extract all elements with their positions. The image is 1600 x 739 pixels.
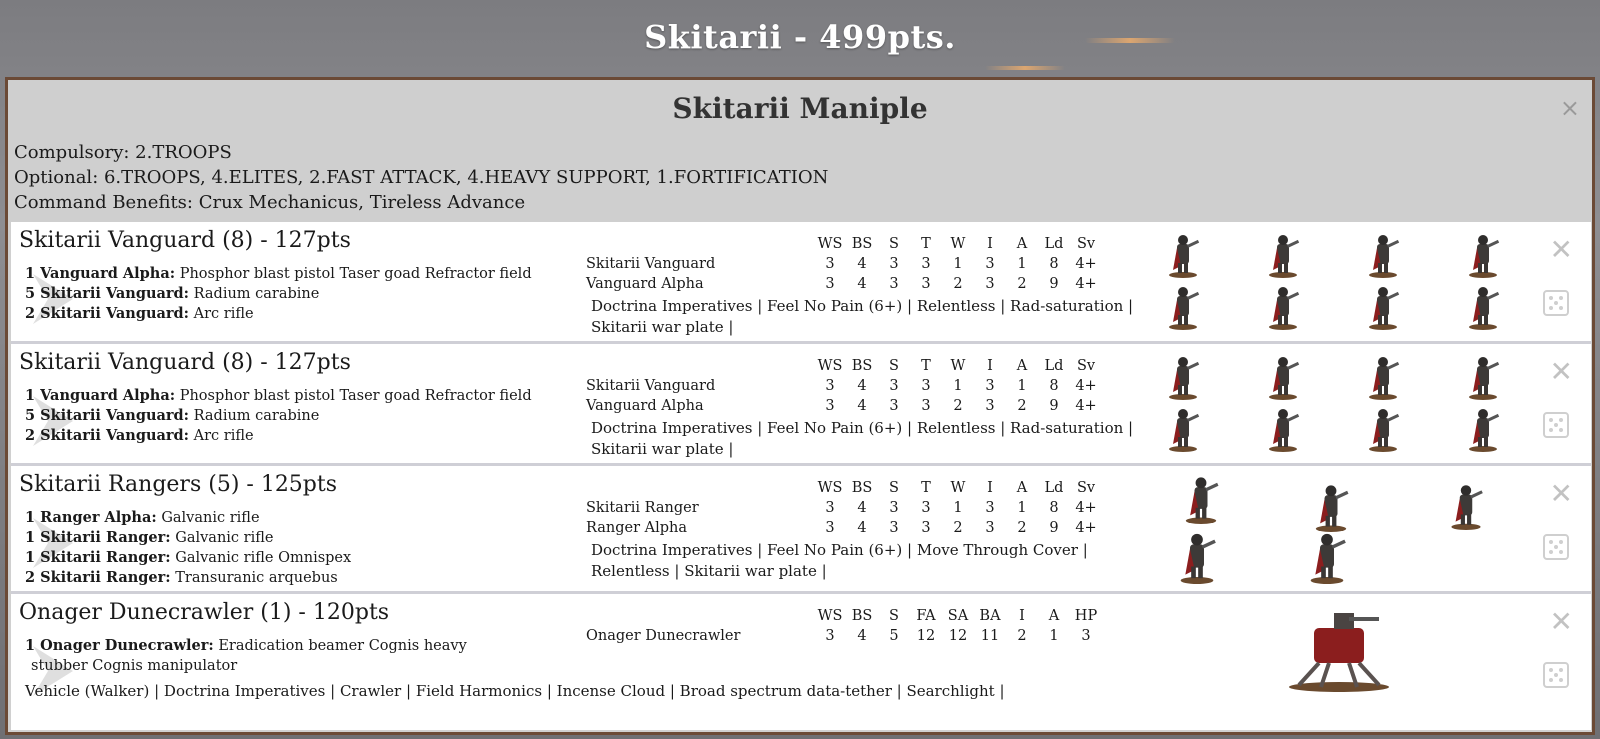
stat-value: 3 (825, 500, 835, 516)
stat-header: I (987, 480, 993, 496)
loadout-line: 1 Vanguard Alpha: Phosphor blast pistol Taser goad Refractor field (25, 387, 532, 404)
stat-value: 4 (857, 520, 867, 536)
stat-value: 3 (985, 378, 995, 394)
stat-value: 3 (921, 398, 931, 414)
stat-header: Sv (1076, 480, 1096, 496)
loadout-line: 1 Vanguard Alpha: Phosphor blast pistol Taser goad Refractor field (25, 265, 532, 282)
loadout-line: 5 Skitarii Vanguard: Radium carabine (25, 407, 320, 424)
close-icon[interactable]: ✕ (1549, 233, 1573, 266)
stat-header: BS (851, 236, 873, 252)
close-icon[interactable]: × (1559, 94, 1580, 122)
stat-value: 9 (1049, 520, 1059, 536)
stat-header: BS (851, 480, 873, 496)
loadout-line: 1 Skitarii Ranger: Galvanic rifle (25, 529, 274, 546)
profile-row (586, 518, 1102, 538)
profile-name: Vanguard Alpha (586, 276, 704, 292)
stat-value: 3 (889, 520, 899, 536)
profile-row (586, 254, 1102, 274)
background-streak (985, 66, 1065, 70)
unit-row[interactable] (11, 594, 1591, 730)
miniature-image (1465, 352, 1501, 400)
stat-header: BA (979, 608, 1001, 624)
stat-header: S (889, 608, 899, 624)
stat-header: Sv (1076, 236, 1096, 252)
stat-value: 12 (916, 628, 936, 644)
close-icon[interactable]: ✕ (1549, 355, 1573, 388)
unit-name[interactable]: Onager Dunecrawler (1) - 120pts (19, 600, 390, 625)
stat-header: I (1019, 608, 1025, 624)
stat-value: 3 (985, 398, 995, 414)
stat-header: S (889, 358, 899, 374)
stat-value: 2 (953, 276, 963, 292)
loadout-line: 2 Skitarii Vanguard: Arc rifle (25, 305, 254, 322)
close-icon[interactable]: ✕ (1549, 477, 1573, 510)
unit-loadout (25, 508, 351, 588)
profile-name: Ranger Alpha (586, 520, 688, 536)
stat-header: Ld (1044, 358, 1064, 374)
profile-name: Onager Dunecrawler (586, 628, 741, 644)
compulsory-line: Compulsory: 2.TROOPS (14, 142, 232, 163)
stat-value: 3 (985, 256, 995, 272)
unit-name[interactable]: Skitarii Rangers (5) - 125pts (19, 472, 338, 497)
dice-icon[interactable] (1543, 662, 1569, 688)
miniature-image (1165, 282, 1201, 330)
stat-value: 8 (1049, 256, 1059, 272)
loadout-line: 1 Ranger Alpha: Galvanic rifle (25, 509, 260, 526)
close-icon[interactable]: ✕ (1549, 605, 1573, 638)
stat-value: 3 (825, 256, 835, 272)
stat-value: 1 (953, 378, 963, 394)
stat-value: 9 (1049, 398, 1059, 414)
stat-header: WS (817, 608, 843, 624)
stat-value: 3 (889, 398, 899, 414)
stat-value: 3 (921, 378, 931, 394)
stat-value: 3 (985, 276, 995, 292)
stat-value: 4+ (1075, 276, 1097, 292)
miniature-image (1265, 404, 1301, 452)
stat-value: 4 (857, 256, 867, 272)
dice-icon[interactable] (1543, 412, 1569, 438)
stat-header: T (921, 480, 931, 496)
stat-value: 4+ (1075, 520, 1097, 536)
stat-value: 3 (825, 520, 835, 536)
stat-value: 3 (889, 500, 899, 516)
profile-name: Vanguard Alpha (586, 398, 704, 414)
miniature-image (1465, 404, 1501, 452)
stat-header: BS (851, 358, 873, 374)
stat-header: T (921, 236, 931, 252)
stat-header: A (1048, 608, 1060, 624)
stat-header: WS (817, 358, 843, 374)
stat-value: 2 (953, 398, 963, 414)
stat-value: 4+ (1075, 256, 1097, 272)
miniature-image (1446, 480, 1486, 530)
stat-value: 4 (857, 628, 867, 644)
stat-value: 3 (921, 520, 931, 536)
stat-header: S (889, 480, 899, 496)
miniature-gallery (1161, 228, 1551, 338)
loadout-line: 1 Onager Dunecrawler: Eradication beamer Cognis heavy (25, 637, 467, 654)
miniature-image (1365, 282, 1401, 330)
command-benefits-line: Command Benefits: Crux Mechanicus, Tireless Advance (14, 192, 526, 213)
stat-header: I (987, 236, 993, 252)
stat-header-row (586, 478, 1102, 498)
stat-header: S (889, 236, 899, 252)
miniature-image (1365, 230, 1401, 278)
stat-header: A (1016, 480, 1028, 496)
loadout-line: 2 Skitarii Vanguard: Arc rifle (25, 427, 254, 444)
profile-row (586, 396, 1102, 416)
miniature-image (1165, 230, 1201, 278)
stat-value: 3 (889, 378, 899, 394)
stat-table (586, 478, 1102, 538)
stat-value: 3 (985, 520, 995, 536)
stat-value: 3 (985, 500, 995, 516)
stat-value: 3 (921, 256, 931, 272)
profile-row (586, 274, 1102, 294)
stat-header: A (1016, 358, 1028, 374)
stat-value: 3 (825, 276, 835, 292)
stat-header: FA (916, 608, 936, 624)
profile-row (586, 376, 1102, 396)
stat-table (586, 356, 1102, 416)
stat-header: WS (817, 480, 843, 496)
stat-header: Ld (1044, 236, 1064, 252)
stat-value: 3 (825, 628, 835, 644)
unit-row[interactable] (11, 466, 1591, 594)
stat-header: WS (817, 236, 843, 252)
unit-row[interactable] (11, 222, 1591, 344)
stat-value: 1 (1017, 378, 1027, 394)
unit-rules: Vehicle (Walker) | Doctrina Imperatives | Crawler | Field Harmonics | Incense Cloud | Broad spectrum data-tether | Searchlight | (25, 682, 1005, 700)
stat-header: W (950, 480, 966, 496)
stat-value: 12 (948, 628, 968, 644)
stat-header: T (921, 358, 931, 374)
unit-name[interactable]: Skitarii Vanguard (8) - 127pts (19, 228, 351, 253)
profile-name: Skitarii Ranger (586, 500, 699, 516)
stat-value: 8 (1049, 500, 1059, 516)
stat-header: A (1016, 236, 1028, 252)
miniature-image (1265, 282, 1301, 330)
stat-value: 1 (953, 256, 963, 272)
stat-table (586, 606, 1102, 646)
stat-value: 1 (953, 500, 963, 516)
profile-name: Skitarii Vanguard (586, 256, 716, 272)
profile-name: Skitarii Vanguard (586, 378, 716, 394)
stat-header: W (950, 236, 966, 252)
dice-icon[interactable] (1543, 534, 1569, 560)
stat-header: SA (947, 608, 969, 624)
stat-value: 2 (1017, 520, 1027, 536)
miniature-image (1365, 352, 1401, 400)
miniature-image (1465, 230, 1501, 278)
page-title: Skitarii - 499pts. (644, 18, 956, 56)
stat-value: 4+ (1075, 398, 1097, 414)
unit-loadout (25, 386, 532, 446)
loadout-line: 1 Skitarii Ranger: Galvanic rifle Omnispex (25, 549, 352, 566)
unit-loadout (25, 636, 467, 676)
stat-value: 1 (1017, 256, 1027, 272)
unit-rules: Doctrina Imperatives | Feel No Pain (6+) | Relentless | Rad-saturation | Skitarii war plate | (591, 419, 1134, 458)
stat-table (586, 234, 1102, 294)
detachment-title: Skitarii Maniple (672, 92, 928, 125)
stat-value: 4+ (1075, 378, 1097, 394)
detachment-header (8, 80, 1592, 222)
miniature-image (1265, 352, 1301, 400)
stat-value: 3 (889, 276, 899, 292)
stat-header: W (950, 358, 966, 374)
miniature-gallery (1161, 350, 1551, 460)
stat-value: 2 (1017, 628, 1027, 644)
loadout-line: 5 Skitarii Vanguard: Radium carabine (25, 285, 320, 302)
stat-value: 8 (1049, 378, 1059, 394)
stat-header: Sv (1076, 358, 1096, 374)
stat-value: 5 (889, 628, 899, 644)
stat-header: HP (1074, 608, 1098, 624)
miniature-image (1165, 352, 1201, 400)
unit-rules: Doctrina Imperatives | Feel No Pain (6+) | Move Through Cover | Relentless | Skitarii war plate | (591, 541, 1088, 580)
profile-row (586, 626, 1102, 646)
miniature-gallery (1161, 600, 1551, 710)
stat-value: 2 (953, 520, 963, 536)
unit-name[interactable]: Skitarii Vanguard (8) - 127pts (19, 350, 351, 375)
miniature-image (1265, 230, 1301, 278)
miniature-image (1181, 472, 1221, 524)
loadout-line: stubber Cognis manipulator (31, 658, 238, 674)
miniature-image (1311, 480, 1351, 532)
stat-value: 2 (1017, 398, 1027, 414)
miniature-image (1365, 404, 1401, 452)
miniature-image (1279, 602, 1399, 694)
stat-header-row (586, 234, 1102, 254)
stat-value: 3 (921, 500, 931, 516)
miniature-image (1171, 528, 1223, 584)
miniature-gallery (1161, 472, 1551, 582)
optional-line: Optional: 6.TROOPS, 4.ELITES, 2.FAST ATTACK, 4.HEAVY SUPPORT, 1.FORTIFICATION (14, 167, 829, 188)
unit-loadout (25, 264, 532, 324)
detachment-panel (5, 77, 1595, 735)
stat-value: 4 (857, 500, 867, 516)
stat-header: Ld (1044, 480, 1064, 496)
miniature-image (1465, 282, 1501, 330)
dice-icon[interactable] (1543, 290, 1569, 316)
miniature-image (1165, 404, 1201, 452)
unit-row[interactable] (11, 344, 1591, 466)
miniature-image (1301, 528, 1353, 584)
stat-value: 9 (1049, 276, 1059, 292)
stat-header-row (586, 606, 1102, 626)
stat-value: 1 (1017, 500, 1027, 516)
stat-value: 11 (980, 628, 1000, 644)
detachment-info (14, 140, 828, 215)
unit-rules: Doctrina Imperatives | Feel No Pain (6+) | Relentless | Rad-saturation | Skitarii war plate | (591, 297, 1134, 336)
stat-value: 4 (857, 378, 867, 394)
stat-header: BS (851, 608, 873, 624)
stat-value: 3 (825, 398, 835, 414)
stat-header: I (987, 358, 993, 374)
profile-row (586, 498, 1102, 518)
stat-value: 2 (1017, 276, 1027, 292)
stat-value: 3 (921, 276, 931, 292)
stat-value: 4 (857, 398, 867, 414)
stat-value: 3 (825, 378, 835, 394)
stat-value: 3 (889, 256, 899, 272)
stat-header-row (586, 356, 1102, 376)
stat-value: 4 (857, 276, 867, 292)
stat-value: 1 (1049, 628, 1059, 644)
stat-value: 3 (1081, 628, 1091, 644)
stat-value: 4+ (1075, 500, 1097, 516)
loadout-line: 2 Skitarii Ranger: Transuranic arquebus (25, 569, 338, 586)
